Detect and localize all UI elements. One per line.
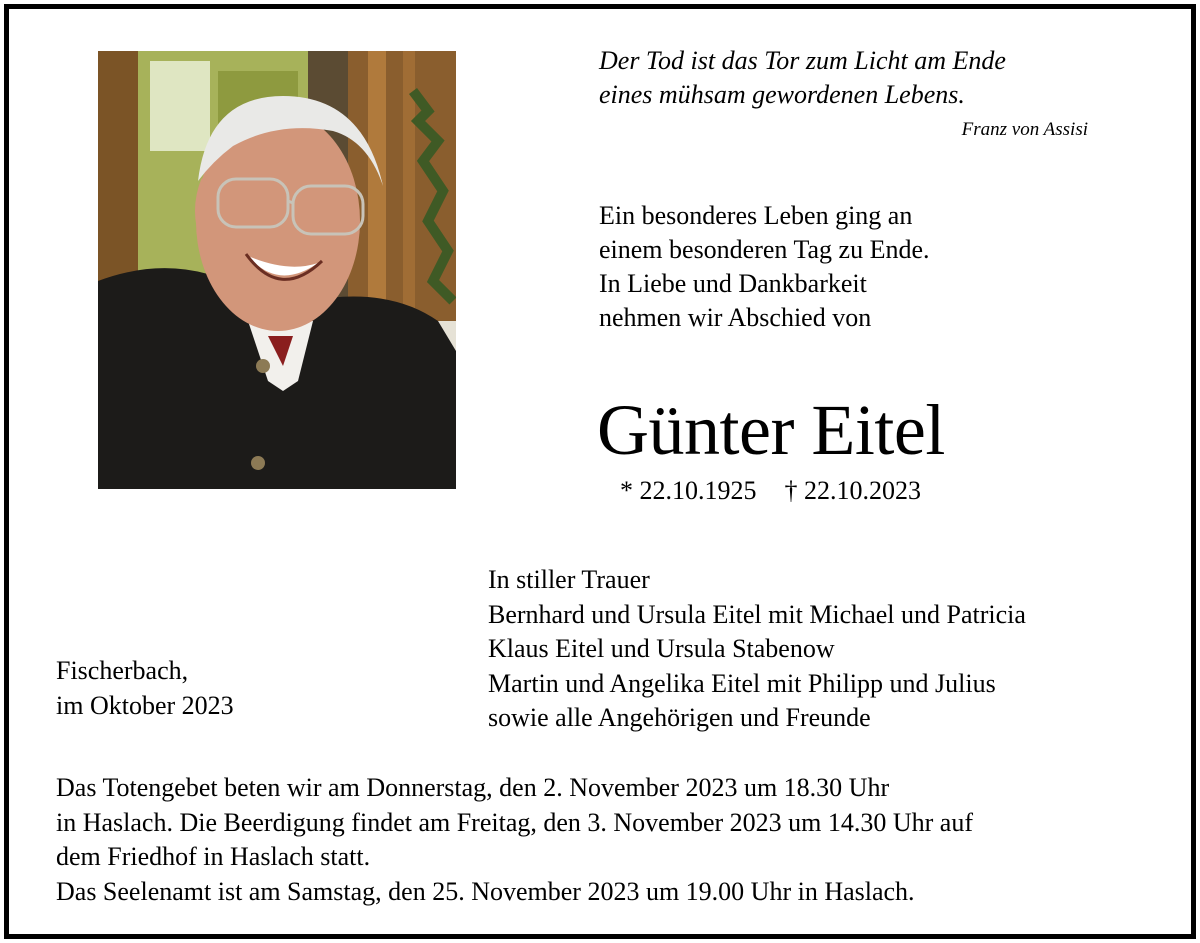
notice-line: Das Seelenamt ist am Samstag, den 25. November 2023 um 19.00 Uhr in Haslach. <box>56 876 915 906</box>
death-date: † 22.10.2023 <box>784 476 921 505</box>
mourner-line: Klaus Eitel und Ursula Stabenow <box>488 634 835 663</box>
notice-line: dem Friedhof in Haslach statt. <box>56 842 371 871</box>
quote-block <box>599 44 1006 112</box>
intro-line: einem besonderen Tag zu Ende. <box>599 235 930 264</box>
intro-line: Ein besonderes Leben ging an <box>599 201 913 230</box>
place-line: Fischerbach, <box>56 656 189 685</box>
deceased-name: Günter Eitel <box>597 390 945 470</box>
mourner-line: Bernhard und Ursula Eitel mit Michael und Patricia <box>488 599 1026 629</box>
mourner-line: Martin und Angelika Eitel mit Philipp und Julius <box>488 668 996 698</box>
life-dates <box>620 474 921 508</box>
quote-author: Franz von Assisi <box>961 119 1088 140</box>
intro-text <box>599 199 930 335</box>
quote-line: eines mühsam gewordenen Lebens. <box>599 80 965 109</box>
mourner-line: In stiller Trauer <box>488 565 650 594</box>
mourners-list <box>488 563 1026 736</box>
mourner-line: sowie alle Angehörigen und Freunde <box>488 703 871 732</box>
service-notice <box>56 771 973 909</box>
place-and-date <box>56 653 234 723</box>
intro-line: nehmen wir Abschied von <box>599 303 872 332</box>
birth-date: * 22.10.1925 <box>620 476 757 505</box>
notice-line: in Haslach. Die Beerdigung findet am Freitag, den 3. November 2023 um 14.30 Uhr auf <box>56 807 973 837</box>
notice-line: Das Totengebet beten wir am Donnerstag, den 2. November 2023 um 18.30 Uhr <box>56 773 890 802</box>
intro-line: In Liebe und Dankbarkeit <box>599 269 867 298</box>
quote-line: Der Tod ist das Tor zum Licht am Ende <box>599 46 1006 75</box>
portrait-photo <box>98 51 456 489</box>
place-line: im Oktober 2023 <box>56 691 234 720</box>
